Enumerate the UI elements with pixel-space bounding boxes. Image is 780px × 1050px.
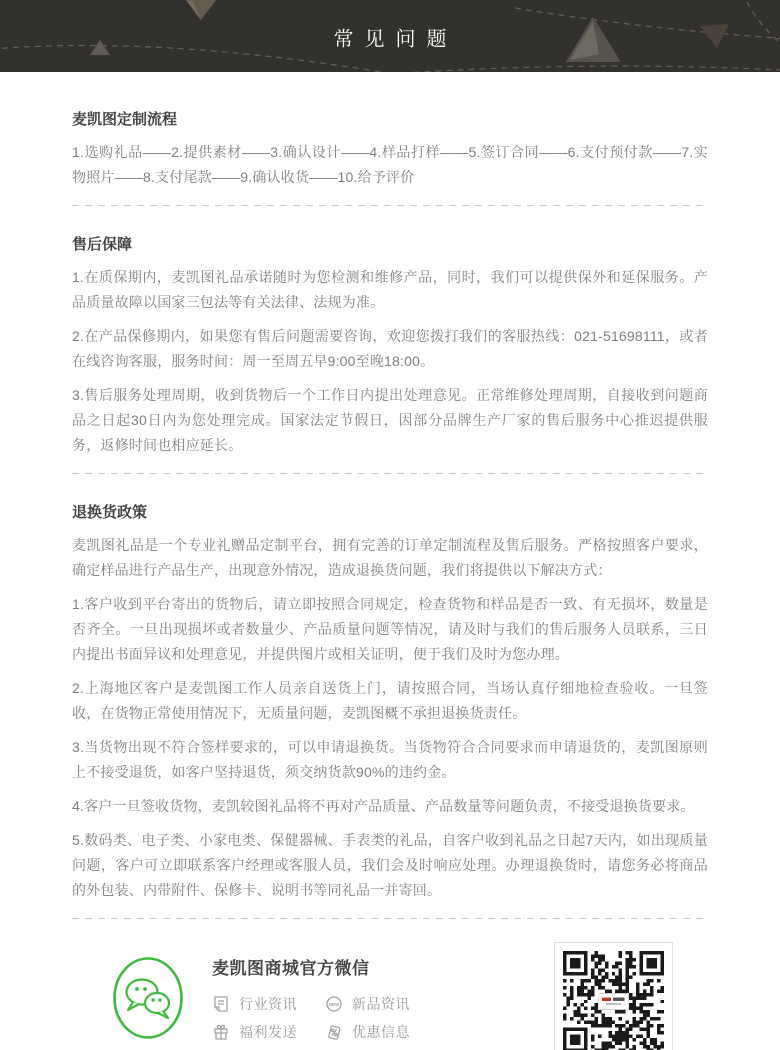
news-doc-icon <box>212 995 230 1013</box>
paragraph: 3.售后服务处理周期，收到货物后一个工作日内提出处理意见。正常维修处理周期，自接收到问题商品之日起30日内为您处理完成。国家法定节假日，因部分品牌生产厂家的售后服务中心推迟提供服务，返修时间也相应延长。 <box>72 387 708 453</box>
paragraph: 2.在产品保修期内，如果您有售后问题需要咨询，欢迎您拨打我们的客服热线：021-51698111，或者在线咨询客服，服务时间：周一至周五早9:00至晚18:00。 <box>72 328 708 369</box>
section-heading: 退换货政策 <box>72 504 148 521</box>
wechat-info <box>212 954 410 1042</box>
svg-text:NEW: NEW <box>328 1001 340 1007</box>
content <box>0 72 780 1050</box>
feature-discounts <box>325 1021 410 1042</box>
feature-label: 新品资讯 <box>352 995 410 1012</box>
feature-industry-news <box>212 993 297 1014</box>
feature-label: 优惠信息 <box>352 1023 410 1040</box>
section-after-sales <box>72 237 708 458</box>
wechat-footer <box>72 942 708 1050</box>
discount-tag-icon <box>325 1023 343 1041</box>
new-badge-icon <box>325 995 343 1013</box>
page-header <box>0 0 780 72</box>
process-steps: 1.选购礼品——2.提供素材——3.确认设计——4.样品打样——5.签订合同——6.支付预付款——7.实物照片——8.支付尾款——9.确认收货——10.给予评价 <box>72 144 708 185</box>
dashed-divider <box>72 205 708 206</box>
gift-icon <box>212 1023 230 1041</box>
qr-code <box>554 942 673 1050</box>
wechat-features <box>212 993 410 1042</box>
paragraph: 4.客户一旦签收货物，麦凯较图礼品将不再对产品质量、产品数量等问题负责，不接受退换货要求。 <box>72 798 695 814</box>
section-heading: 售后保障 <box>72 236 133 253</box>
paragraph: 1.客户收到平台寄出的货物后，请立即按照合同规定，检查货物和样品是否一致、有无损坏，数量是否齐全。一旦出现损坏或者数量少、产品质量问题等情况，请及时与我们的售后服务人员联系，三日内提出书面异议和处理意见，并提供图片或相关证明，便于我们及时为您办理。 <box>72 596 708 662</box>
section-custom-process <box>72 112 708 190</box>
dashed-divider <box>72 918 708 919</box>
feature-label: 行业资讯 <box>239 995 297 1012</box>
dashed-divider <box>72 473 708 474</box>
wechat-title: 麦凯图商城官方微信 <box>212 959 370 978</box>
section-return-policy <box>72 505 708 903</box>
feature-new-products <box>325 993 410 1014</box>
paragraph: 2.上海地区客户是麦凯图工作人员亲自送货上门，请按照合同，当场认真仔细地检查验收。一旦签收，在货物正常使用情况下，无质量问题，麦凯图概不承担退换货责任。 <box>72 680 708 721</box>
section-heading: 麦凯图定制流程 <box>72 111 178 128</box>
paragraph: 5.数码类、电子类、小家电类、保健器械、手表类的礼品，自客户收到礼品之日起7天内，如出现质量问题，客户可立即联系客户经理或客服人员，我们会及时响应处理。办理退换货时，请您务必将商品的外包装、内带附件、保修卡、说明书等同礼品一并寄回。 <box>72 832 708 898</box>
paragraph: 3.当货物出现不符合签样要求的，可以申请退换货。当货物符合合同要求而申请退货的，麦凯图原则上不接受退货，如客户坚持退货，须交纳货款90%的违约金。 <box>72 739 708 780</box>
paragraph: 麦凯图礼品是一个专业礼赠品定制平台，拥有完善的订单定制流程及售后服务。严格按照客户要求，确定样品进行产品生产，出现意外情况，造成退换货问题，我们将提供以下解决方式： <box>72 537 708 578</box>
feature-welfare <box>212 1021 297 1042</box>
wechat-icon <box>112 956 184 1040</box>
paragraph: 1.在质保期内，麦凯图礼品承诺随时为您检测和维修产品，同时，我们可以提供保外和延保服务。产品质量故障以国家三包法等有关法律、法规为准。 <box>72 269 708 310</box>
feature-label: 福利发送 <box>239 1023 297 1040</box>
page-title: 常见问题 <box>333 28 458 51</box>
